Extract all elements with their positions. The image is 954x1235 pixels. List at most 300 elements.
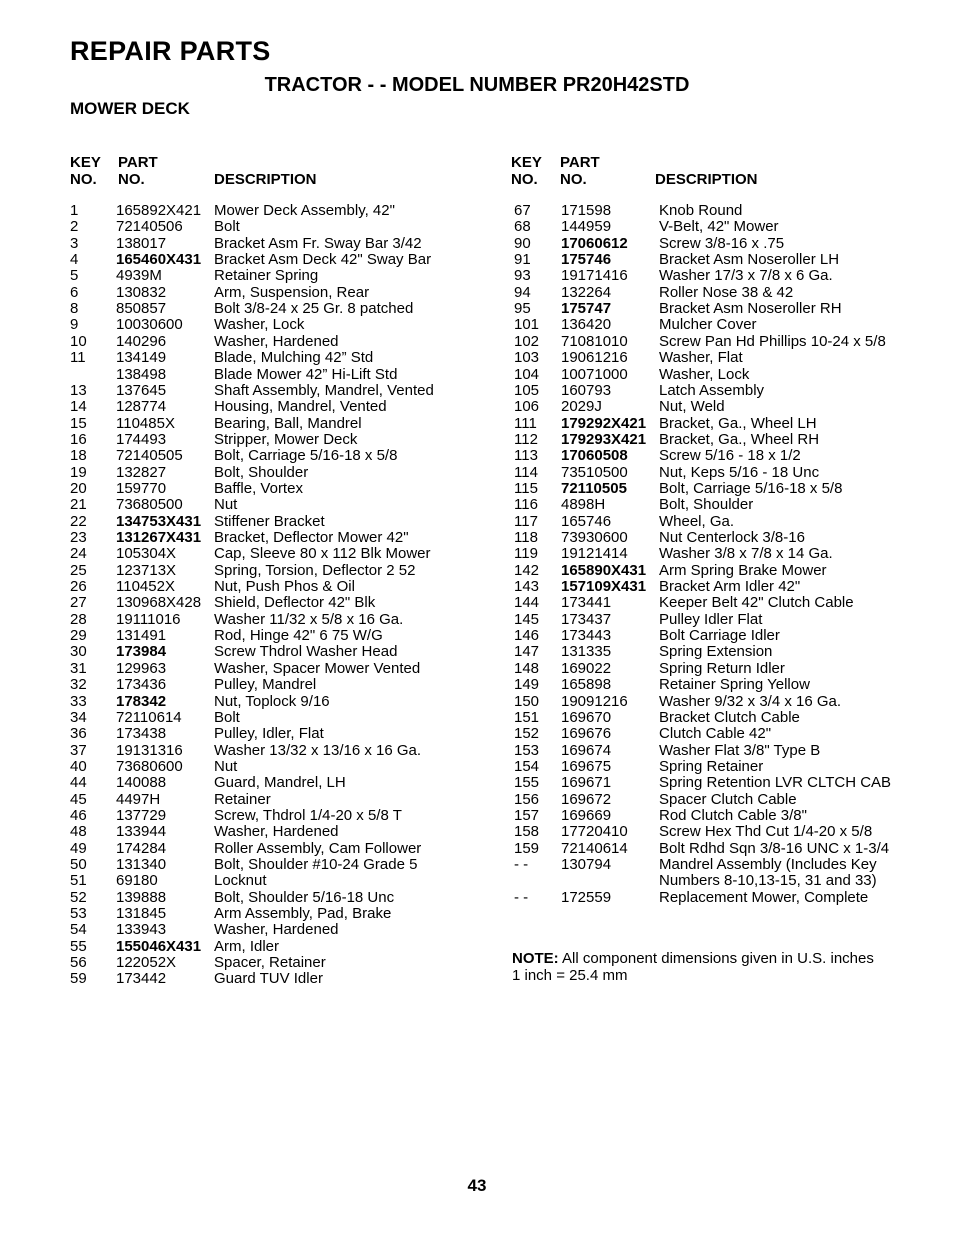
part-description: Wheel, Ga. bbox=[659, 512, 735, 530]
key-number: 93 bbox=[514, 267, 531, 285]
part-number: 4939M bbox=[116, 267, 162, 285]
key-number: 22 bbox=[70, 512, 87, 530]
part-number: 175747 bbox=[561, 300, 612, 318]
table-row bbox=[0, 661, 954, 677]
part-description: Knob Round bbox=[659, 202, 743, 219]
table-row bbox=[0, 465, 954, 481]
part-number: 169674 bbox=[561, 741, 612, 759]
key-number: 56 bbox=[70, 954, 87, 972]
part-description: Stripper, Mower Deck bbox=[214, 430, 358, 448]
part-description: Nut, Toplock 9/16 bbox=[214, 692, 330, 710]
part-number: 72140614 bbox=[561, 839, 628, 857]
part-number: 17720410 bbox=[561, 823, 628, 841]
part-number: 131335 bbox=[561, 643, 612, 661]
table-row bbox=[0, 857, 954, 873]
table-row bbox=[0, 579, 954, 595]
key-number: 142 bbox=[514, 561, 540, 579]
key-number: 50 bbox=[70, 856, 87, 873]
part-description: Numbers 8-10,13-15, 31 and 33) bbox=[659, 872, 877, 890]
key-number: 40 bbox=[70, 757, 87, 775]
key-number: 148 bbox=[514, 659, 540, 677]
key-number: 154 bbox=[514, 757, 540, 775]
left-key-header: KEY NO. bbox=[70, 154, 101, 188]
part-number: 122052X bbox=[116, 954, 177, 972]
key-number: 94 bbox=[514, 283, 531, 301]
part-description: Bearing, Ball, Mandrel bbox=[214, 414, 362, 432]
part-number: 173443 bbox=[561, 627, 612, 645]
part-description: Nut, Push Phos & Oil bbox=[214, 578, 355, 596]
part-description: Bolt bbox=[214, 218, 240, 236]
table-row bbox=[0, 530, 954, 546]
table-row bbox=[0, 890, 954, 906]
part-description: Bolt bbox=[214, 708, 240, 726]
part-number: 169672 bbox=[561, 790, 612, 808]
part-number: 19121414 bbox=[561, 545, 628, 563]
part-description: Bolt 3/8-24 x 25 Gr. 8 patched bbox=[214, 300, 414, 318]
part-description: V-Belt, 42" Mower bbox=[659, 218, 779, 236]
part-description: Washer 11/32 x 5/8 x 16 Ga. bbox=[214, 610, 404, 628]
table-row bbox=[0, 922, 954, 938]
part-description: Washer, Hardened bbox=[214, 921, 339, 939]
note-label: NOTE: bbox=[512, 950, 559, 967]
part-number: 169670 bbox=[561, 708, 612, 726]
part-number: 174493 bbox=[116, 430, 167, 448]
part-description: Guard, Mandrel, LH bbox=[214, 774, 346, 792]
key-number: 143 bbox=[514, 578, 540, 596]
part-description: Bracket Clutch Cable bbox=[659, 708, 800, 726]
part-description: Bracket Arm Idler 42" bbox=[659, 578, 801, 596]
key-number: 14 bbox=[70, 398, 87, 416]
table-row bbox=[0, 824, 954, 840]
part-description: Washer 9/32 x 3/4 x 16 Ga. bbox=[659, 692, 842, 710]
part-number: 169669 bbox=[561, 806, 612, 824]
part-description: Screw 5/16 - 18 x 1/2 bbox=[659, 447, 801, 465]
part-number: 178342 bbox=[116, 692, 167, 710]
part-description: Mandrel Assembly (Includes Key bbox=[659, 856, 877, 873]
part-description: Arm, Idler bbox=[214, 937, 280, 955]
part-description: Nut, Keps 5/16 - 18 Unc bbox=[659, 463, 820, 481]
key-number: 13 bbox=[70, 381, 87, 399]
key-number: 149 bbox=[514, 676, 540, 694]
part-number: 72110614 bbox=[116, 708, 182, 726]
key-number: 54 bbox=[70, 921, 87, 939]
part-number: 173442 bbox=[116, 970, 167, 988]
key-number: 105 bbox=[514, 381, 540, 399]
part-description: Rod Clutch Cable 3/8" bbox=[659, 806, 807, 824]
part-description: Pulley, Idler, Flat bbox=[214, 725, 324, 743]
key-number: 33 bbox=[70, 692, 87, 710]
part-description: Bolt, Carriage 5/16-18 x 5/8 bbox=[214, 447, 398, 465]
part-number: 110485X bbox=[116, 414, 175, 432]
key-number: 31 bbox=[70, 659, 87, 677]
part-number: 137729 bbox=[116, 806, 167, 824]
part-description: Washer 3/8 x 7/8 x 14 Ga. bbox=[659, 545, 833, 563]
part-description: Bolt, Shoulder #10-24 Grade 5 bbox=[214, 856, 418, 873]
table-row bbox=[0, 546, 954, 562]
key-number: 15 bbox=[70, 414, 87, 432]
part-description: Bolt, Shoulder bbox=[659, 496, 754, 514]
part-description: Retainer Spring bbox=[214, 267, 319, 285]
part-description: Mower Deck Assembly, 42" bbox=[214, 202, 395, 219]
key-number: 144 bbox=[514, 594, 540, 612]
part-number: 131340 bbox=[116, 856, 167, 873]
table-row bbox=[0, 628, 954, 644]
part-description: Cap, Sleeve 80 x 112 Blk Mower bbox=[214, 545, 431, 563]
part-number: 110452X bbox=[116, 578, 175, 596]
part-number: 138498 bbox=[116, 365, 167, 383]
table-row bbox=[0, 873, 954, 889]
part-number: 128774 bbox=[116, 398, 167, 416]
part-number: 72140506 bbox=[116, 218, 183, 236]
part-number: 140088 bbox=[116, 774, 167, 792]
part-description: Pulley, Mandrel bbox=[214, 676, 317, 694]
key-number: 156 bbox=[514, 790, 540, 808]
key-number: 145 bbox=[514, 610, 540, 628]
part-number: 165746 bbox=[561, 512, 612, 530]
part-number: 73930600 bbox=[561, 529, 628, 546]
part-number: 133944 bbox=[116, 823, 167, 841]
part-description: Arm Spring Brake Mower bbox=[659, 561, 827, 579]
table-row bbox=[0, 203, 954, 219]
key-number: 29 bbox=[70, 627, 87, 645]
key-number: 53 bbox=[70, 905, 87, 923]
part-number: 73510500 bbox=[561, 463, 628, 481]
table-row bbox=[0, 759, 954, 775]
part-description: Nut, Weld bbox=[659, 398, 725, 416]
part-number: 140296 bbox=[116, 332, 167, 350]
part-number: 131491 bbox=[116, 627, 167, 645]
key-number: 8 bbox=[70, 300, 79, 318]
table-row bbox=[0, 612, 954, 628]
key-number: 16 bbox=[70, 430, 87, 448]
part-description: Housing, Mandrel, Vented bbox=[214, 398, 387, 416]
key-number: 118 bbox=[514, 529, 538, 546]
part-number: 159770 bbox=[116, 479, 167, 497]
key-number: 34 bbox=[70, 708, 87, 726]
key-number: 27 bbox=[70, 594, 87, 612]
key-number: 103 bbox=[514, 349, 540, 367]
part-number: 105304X bbox=[116, 545, 177, 563]
part-number: 73680600 bbox=[116, 757, 183, 775]
table-row bbox=[0, 595, 954, 611]
key-number: 68 bbox=[514, 218, 531, 236]
part-number: 133943 bbox=[116, 921, 167, 939]
part-description: Latch Assembly bbox=[659, 381, 765, 399]
left-part-header: PART NO. bbox=[118, 154, 158, 188]
table-row bbox=[0, 285, 954, 301]
part-number: 134149 bbox=[116, 349, 167, 367]
table-row bbox=[0, 219, 954, 235]
part-description: Shield, Deflector 42" Blk bbox=[214, 594, 376, 612]
part-description: Screw Hex Thd Cut 1/4-20 x 5/8 bbox=[659, 823, 873, 841]
key-number: 101 bbox=[514, 316, 540, 334]
key-number: 48 bbox=[70, 823, 87, 841]
key-number: 2 bbox=[70, 218, 79, 236]
part-description: Washer Flat 3/8" Type B bbox=[659, 741, 821, 759]
key-number: 28 bbox=[70, 610, 87, 628]
table-row bbox=[0, 497, 954, 513]
table-row bbox=[0, 350, 954, 366]
part-number: 4898H bbox=[561, 496, 606, 514]
table-row bbox=[0, 808, 954, 824]
key-number: 151 bbox=[514, 708, 540, 726]
part-number: 173438 bbox=[116, 725, 167, 743]
part-number: 169676 bbox=[561, 725, 612, 743]
key-number: 52 bbox=[70, 888, 87, 906]
key-number: 11 bbox=[70, 349, 86, 367]
part-number: 19061216 bbox=[561, 349, 628, 367]
part-number: 19111016 bbox=[116, 610, 181, 628]
part-description: Arm Assembly, Pad, Brake bbox=[214, 905, 392, 923]
part-description: Retainer Spring Yellow bbox=[659, 676, 810, 694]
table-row bbox=[0, 383, 954, 399]
table-row bbox=[0, 399, 954, 415]
part-number: 17060508 bbox=[561, 447, 628, 465]
part-description: Arm, Suspension, Rear bbox=[214, 283, 370, 301]
part-description: Bracket, Ga., Wheel LH bbox=[659, 414, 817, 432]
key-number: 119 bbox=[514, 545, 538, 563]
table-row bbox=[0, 317, 954, 333]
part-number: 17060612 bbox=[561, 234, 628, 252]
key-number: 5 bbox=[70, 267, 79, 285]
part-description: Roller Assembly, Cam Follower bbox=[214, 839, 422, 857]
part-number: 138017 bbox=[116, 234, 167, 252]
key-number: - - bbox=[514, 856, 529, 873]
key-number: 19 bbox=[70, 463, 87, 481]
part-description: Spacer, Retainer bbox=[214, 954, 326, 972]
part-description: Baffle, Vortex bbox=[214, 479, 303, 497]
key-number: 20 bbox=[70, 479, 87, 497]
table-row bbox=[0, 775, 954, 791]
part-description: Mulcher Cover bbox=[659, 316, 757, 334]
part-description: Spring Retainer bbox=[659, 757, 764, 775]
part-description: Washer 17/3 x 7/8 x 6 Ga. bbox=[659, 267, 833, 285]
part-description: Spring Extension bbox=[659, 643, 773, 661]
table-row bbox=[0, 743, 954, 759]
table-row bbox=[0, 252, 954, 268]
part-description: Nut Centerlock 3/8-16 bbox=[659, 529, 805, 546]
key-number: 1 bbox=[70, 202, 79, 219]
table-row bbox=[0, 334, 954, 350]
part-number: 129963 bbox=[116, 659, 167, 677]
part-description: Bolt Rdhd Sqn 3/8-16 UNC x 1-3/4 bbox=[659, 839, 890, 857]
key-number: 159 bbox=[514, 839, 540, 857]
part-description: Screw Pan Hd Phillips 10-24 x 5/8 bbox=[659, 332, 886, 350]
part-number: 134753X431 bbox=[116, 512, 202, 530]
key-number: 150 bbox=[514, 692, 540, 710]
part-number: 169671 bbox=[561, 774, 612, 792]
part-number: 173441 bbox=[561, 594, 612, 612]
part-number: 10071000 bbox=[561, 365, 628, 383]
table-row bbox=[0, 906, 954, 922]
part-description: Shaft Assembly, Mandrel, Vented bbox=[214, 381, 434, 399]
key-number: 155 bbox=[514, 774, 540, 792]
part-number: 165890X431 bbox=[561, 561, 647, 579]
part-number: 173984 bbox=[116, 643, 167, 661]
key-number: 114 bbox=[514, 463, 538, 481]
part-number: 165892X421 bbox=[116, 202, 202, 219]
key-number: 115 bbox=[514, 479, 538, 497]
table-row bbox=[0, 841, 954, 857]
part-number: 155046X431 bbox=[116, 937, 202, 955]
key-number: 158 bbox=[514, 823, 540, 841]
part-description: Washer, Lock bbox=[659, 365, 750, 383]
part-description: Bracket Asm Deck 42" Sway Bar bbox=[214, 251, 432, 269]
key-number: 9 bbox=[70, 316, 79, 334]
part-description: Bolt, Carriage 5/16-18 x 5/8 bbox=[659, 479, 843, 497]
part-number: 173437 bbox=[561, 610, 612, 628]
key-number: 51 bbox=[70, 872, 87, 890]
part-number: 171598 bbox=[561, 202, 612, 219]
part-description: Roller Nose 38 & 42 bbox=[659, 283, 794, 301]
part-number: 173436 bbox=[116, 676, 167, 694]
part-description: Bracket Asm Noseroller RH bbox=[659, 300, 842, 318]
part-number: 2029J bbox=[561, 398, 602, 416]
part-number: 72110505 bbox=[561, 479, 627, 497]
key-number: 24 bbox=[70, 545, 87, 563]
key-number: - - bbox=[514, 888, 529, 906]
key-number: 95 bbox=[514, 300, 531, 318]
part-description: Locknut bbox=[214, 872, 267, 890]
part-number: 160793 bbox=[561, 381, 612, 399]
part-description: Bolt Carriage Idler bbox=[659, 627, 780, 645]
key-number: 55 bbox=[70, 937, 87, 955]
part-number: 850857 bbox=[116, 300, 167, 318]
key-number: 6 bbox=[70, 283, 79, 301]
key-number: 46 bbox=[70, 806, 87, 824]
part-number: 71081010 bbox=[561, 332, 628, 350]
part-description: Nut bbox=[214, 496, 238, 514]
key-number: 152 bbox=[514, 725, 540, 743]
key-number: 44 bbox=[70, 774, 87, 792]
key-number: 106 bbox=[514, 398, 540, 416]
part-description: Bracket, Deflector Mower 42" bbox=[214, 529, 409, 546]
part-description: Bracket Asm Noseroller LH bbox=[659, 251, 840, 269]
part-description: Rod, Hinge 42" 6 75 W/G bbox=[214, 627, 383, 645]
part-description: Washer, Flat bbox=[659, 349, 743, 367]
table-row bbox=[0, 268, 954, 284]
part-description: Bolt, Shoulder bbox=[214, 463, 309, 481]
part-description: Blade, Mulching 42” Std bbox=[214, 349, 374, 367]
key-number: 113 bbox=[514, 447, 538, 465]
part-description: Pulley Idler Flat bbox=[659, 610, 763, 628]
part-description: Screw, Thdrol 1/4-20 x 5/8 T bbox=[214, 806, 402, 824]
key-number: 153 bbox=[514, 741, 540, 759]
key-number: 91 bbox=[514, 251, 531, 269]
part-description: Guard TUV Idler bbox=[214, 970, 323, 988]
key-number: 37 bbox=[70, 741, 87, 759]
table-row bbox=[0, 301, 954, 317]
part-description: Washer, Lock bbox=[214, 316, 305, 334]
part-description: Retainer bbox=[214, 790, 271, 808]
key-number: 32 bbox=[70, 676, 87, 694]
table-row bbox=[0, 677, 954, 693]
note-conversion: 1 inch = 25.4 mm bbox=[512, 967, 628, 984]
part-number: 130794 bbox=[561, 856, 612, 873]
part-description: Washer, Spacer Mower Vented bbox=[214, 659, 421, 677]
table-row bbox=[0, 514, 954, 530]
table-row bbox=[0, 432, 954, 448]
part-description: Washer 13/32 x 13/16 x 16 Ga. bbox=[214, 741, 422, 759]
page-title: REPAIR PARTS bbox=[70, 36, 271, 66]
key-number: 146 bbox=[514, 627, 540, 645]
part-number: 73680500 bbox=[116, 496, 183, 514]
table-row bbox=[0, 644, 954, 660]
table-row bbox=[0, 236, 954, 252]
part-number: 72140505 bbox=[116, 447, 183, 465]
key-number: 3 bbox=[70, 234, 79, 252]
part-number: 169675 bbox=[561, 757, 612, 775]
part-description: Spacer Clutch Cable bbox=[659, 790, 797, 808]
part-number: 172559 bbox=[561, 888, 612, 906]
key-number: 30 bbox=[70, 643, 87, 661]
key-number: 18 bbox=[70, 447, 87, 465]
table-row bbox=[0, 481, 954, 497]
page-number: 43 bbox=[467, 1176, 487, 1195]
left-description-header: DESCRIPTION bbox=[214, 171, 317, 188]
part-number: 165460X431 bbox=[116, 251, 202, 269]
table-row bbox=[0, 448, 954, 464]
part-description: Stiffener Bracket bbox=[214, 512, 325, 530]
key-number: 112 bbox=[514, 430, 538, 448]
part-description: Washer, Hardened bbox=[214, 332, 339, 350]
model-subtitle: TRACTOR - - MODEL NUMBER PR20H42STD bbox=[264, 74, 690, 96]
part-number: 131845 bbox=[116, 905, 167, 923]
part-number: 174284 bbox=[116, 839, 167, 857]
part-description: Spring Retention LVR CLTCH CAB bbox=[659, 774, 892, 792]
table-row bbox=[0, 726, 954, 742]
part-description: Screw Thdrol Washer Head bbox=[214, 643, 398, 661]
key-number: 45 bbox=[70, 790, 87, 808]
part-number: 131267X431 bbox=[116, 529, 202, 546]
part-number: 157109X431 bbox=[561, 578, 647, 596]
table-row bbox=[0, 694, 954, 710]
part-number: 130968X428 bbox=[116, 594, 202, 612]
key-number: 10 bbox=[70, 332, 87, 350]
part-number: 144959 bbox=[561, 218, 612, 236]
part-description: Bolt, Shoulder 5/16-18 Unc bbox=[214, 888, 395, 906]
key-number: 157 bbox=[514, 806, 540, 824]
part-description: Keeper Belt 42" Clutch Cable bbox=[659, 594, 854, 612]
part-number: 175746 bbox=[561, 251, 612, 269]
part-description: Blade Mower 42” Hi-Lift Std bbox=[214, 365, 398, 383]
part-number: 179293X421 bbox=[561, 430, 647, 448]
part-number: 165898 bbox=[561, 676, 612, 694]
key-number: 117 bbox=[514, 512, 538, 530]
key-number: 21 bbox=[70, 496, 87, 514]
part-number: 123713X bbox=[116, 561, 177, 579]
note-text: All component dimensions given in U.S. inches bbox=[558, 950, 874, 967]
key-number: 111 bbox=[514, 414, 537, 432]
part-description: Nut bbox=[214, 757, 238, 775]
right-description-header: DESCRIPTION bbox=[655, 171, 758, 188]
part-number: 137645 bbox=[116, 381, 167, 399]
part-number: 4497H bbox=[116, 790, 161, 808]
part-description: Screw 3/8-16 x .75 bbox=[659, 234, 785, 252]
part-number: 139888 bbox=[116, 888, 167, 906]
key-number: 36 bbox=[70, 725, 87, 743]
key-number: 23 bbox=[70, 529, 87, 546]
table-row bbox=[0, 367, 954, 383]
key-number: 26 bbox=[70, 578, 87, 596]
key-number: 25 bbox=[70, 561, 87, 579]
key-number: 102 bbox=[514, 332, 540, 350]
part-number: 69180 bbox=[116, 872, 158, 890]
part-number: 19091216 bbox=[561, 692, 628, 710]
key-number: 147 bbox=[514, 643, 540, 661]
table-row bbox=[0, 792, 954, 808]
part-description: Spring Return Idler bbox=[659, 659, 785, 677]
